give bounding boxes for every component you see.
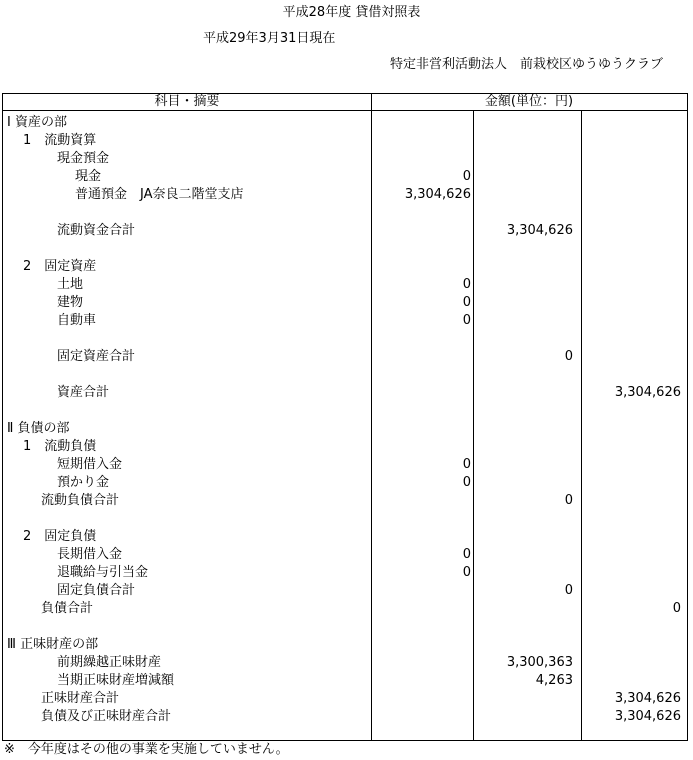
amount-c1: 0 [462,457,471,472]
table-row [3,654,687,672]
row-label: 2 固定資産 [23,259,97,274]
table-row [3,546,687,564]
row-label: 建物 [57,295,84,310]
header-item: 科目・摘要 [154,94,220,109]
table-row [3,240,687,258]
amount-c2: 0 [564,349,573,364]
table-row [3,492,687,510]
row-label: 長期借入金 [57,547,123,562]
table-row [3,150,687,168]
row-label: 現金預金 [57,151,110,166]
organization-name: 特定非営利活動法人 前栽校区ゆうゆうクラブ [389,57,663,72]
row-label: Ⅱ 負債の部 [7,421,70,436]
table-row [3,510,687,528]
row-label: 1 流動資算 [23,133,97,148]
table-row [3,420,687,438]
table-row [3,402,687,420]
row-label: 負債合計 [41,601,94,616]
row-label: 普通預金 JA奈良二階堂支店 [75,187,244,202]
table-row [3,384,687,402]
amount-c1: 0 [462,547,471,562]
amount-c2: 3,300,363 [506,655,573,670]
row-label: 正味財産合計 [41,691,120,706]
table-row [3,600,687,618]
table-row [3,438,687,456]
amount-c1: 0 [462,313,471,328]
header-amount: 金額(単位：円) [484,94,574,109]
row-label: 土地 [57,277,84,292]
table-row [3,456,687,474]
table-row [3,672,687,690]
table-row [3,582,687,600]
row-label: 預かり金 [57,475,110,490]
row-label: 流動資金合計 [57,223,136,238]
amount-c3: 3,304,626 [614,691,681,706]
row-label: 短期借入金 [57,457,123,472]
amount-c1: 0 [462,277,471,292]
amount-c1: 3,304,626 [404,187,471,202]
row-label: 当期正味財産増減額 [57,673,175,688]
table-row [3,366,687,384]
balance-sheet-table [2,93,688,741]
table-row [3,294,687,312]
amount-c2: 3,304,626 [506,223,573,238]
table-row [3,618,687,636]
amount-c2: 0 [564,583,573,598]
amount-c1: 0 [462,475,471,490]
report-date: 平成29年3月31日現在 [203,31,336,46]
table-row [3,474,687,492]
row-label: 固定負債合計 [57,583,136,598]
table-row [3,186,687,204]
footnote: ※ 今年度はその他の事業を実施していません。 [4,742,289,757]
amount-c3: 3,304,626 [614,709,681,724]
table-row [3,114,687,132]
row-label: 流動負債合計 [41,493,120,508]
row-label: 負債及び正味財産合計 [41,709,172,724]
table-row [3,222,687,240]
row-label: 1 流動負債 [23,439,97,454]
row-label: 退職給与引当金 [57,565,149,580]
table-row [3,636,687,654]
table-row [3,528,687,546]
amount-c2: 4,263 [535,673,573,688]
table-row [3,168,687,186]
row-label: 資産合計 [57,385,110,400]
row-label: Ⅰ 資産の部 [7,115,67,130]
row-label: 自動車 [57,313,97,328]
amount-c3: 3,304,626 [614,385,681,400]
amount-c2: 0 [564,493,573,508]
table-row [3,276,687,294]
amount-c1: 0 [462,169,471,184]
amount-c3: 0 [672,601,681,616]
amount-c1: 0 [462,565,471,580]
table-row [3,330,687,348]
table-row [3,204,687,222]
table-row [3,708,687,726]
row-label: 2 固定負債 [23,529,97,544]
row-label: 前期繰越正味財産 [57,655,162,670]
table-row [3,690,687,708]
amount-c1: 0 [462,295,471,310]
table-row [3,132,687,150]
row-label: Ⅲ 正味財産の部 [7,637,99,652]
table-row [3,258,687,276]
table-row [3,348,687,366]
table-row [3,312,687,330]
document-title: 平成28年度 貸借対照表 [282,5,421,20]
table-row [3,564,687,582]
row-label: 現金 [75,169,102,184]
row-label: 固定資産合計 [57,349,136,364]
